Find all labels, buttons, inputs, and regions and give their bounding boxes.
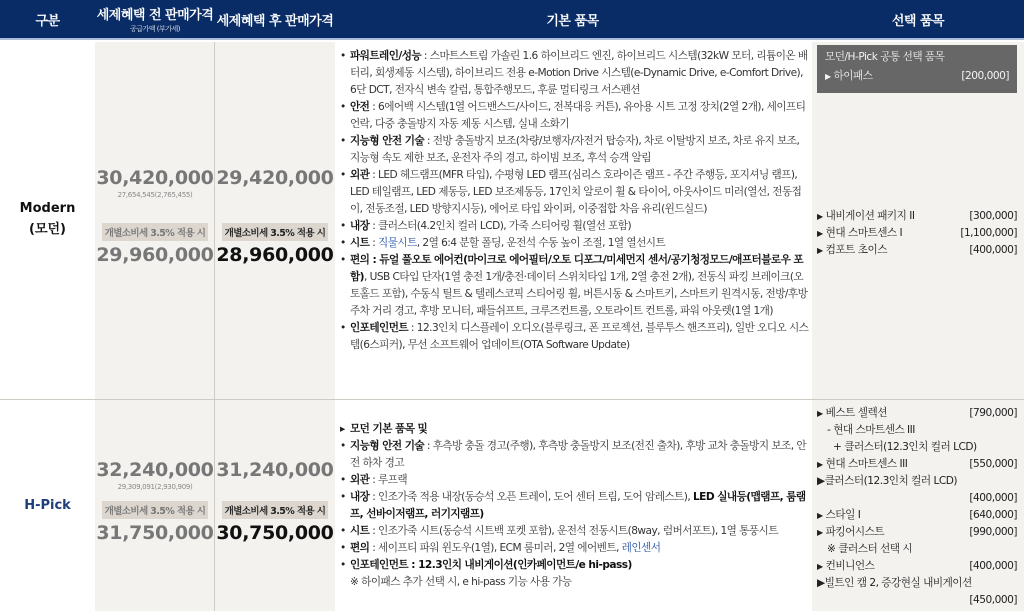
option-item bbox=[825, 67, 1009, 86]
option-price: [990,000] bbox=[969, 526, 1017, 538]
item-key: 시트 bbox=[350, 525, 370, 537]
option-name: 스타일 I bbox=[825, 509, 861, 521]
triangle-right-icon: ▶ bbox=[817, 460, 823, 469]
list-item bbox=[340, 133, 810, 167]
header-basic bbox=[335, 0, 810, 38]
model-name: H-Pick bbox=[24, 498, 71, 513]
tax-label: 개별소비세 3.5% 적용 시 bbox=[222, 223, 329, 241]
header-basic-label: 기본 품목 bbox=[546, 13, 599, 29]
option-note: ※ 클러스터 선택 시 bbox=[827, 543, 913, 555]
option-item bbox=[817, 524, 1017, 541]
header-category bbox=[0, 0, 95, 38]
model-name-kr: (모던) bbox=[29, 222, 66, 237]
list-item bbox=[340, 557, 810, 591]
header-price-after-label: 세제혜택 후 판매가격 bbox=[216, 13, 334, 29]
list-item bbox=[340, 489, 810, 523]
supply-price: 29,309,091(2,930,909) bbox=[117, 483, 193, 491]
triangle-right-icon: ▶ bbox=[817, 577, 825, 589]
list-item bbox=[340, 48, 810, 99]
header-options-label: 선택 품목 bbox=[891, 13, 945, 29]
triangle-right-icon: ▶ bbox=[817, 475, 825, 487]
row-divider bbox=[0, 399, 1024, 400]
option-name: 현대 스마트센스 III bbox=[825, 458, 908, 470]
item-key: 편의 bbox=[350, 254, 370, 266]
option-name: 하이패스 bbox=[833, 70, 873, 82]
price-after-tax-value: 28,960,000 bbox=[216, 244, 334, 266]
option-item bbox=[817, 242, 1017, 259]
item-text: : 후측방 충돌 경고(주행), 후측방 충돌방지 보조(전진 출차), 후방 교차 충돌방지 보조, 안전 하차 경고 bbox=[350, 440, 807, 469]
price-before-tax-value: 29,960,000 bbox=[96, 244, 214, 266]
item-key: 안전 bbox=[350, 101, 370, 113]
list-item bbox=[340, 99, 810, 133]
option-sub-item: + 클러스터(12.3인치 컬러 LCD) bbox=[833, 441, 977, 453]
item-key: 편의 bbox=[350, 542, 370, 554]
options-hpick bbox=[817, 405, 1017, 609]
item-text: , 2열 6:4 분할 폴딩, 운전석 수동 높이 조절, 1열 열선시트 bbox=[416, 237, 666, 249]
tax-label: 개별소비세 3.5% 적용 시 bbox=[102, 223, 209, 241]
option-item bbox=[817, 208, 1017, 225]
option-price: [1,100,000] bbox=[960, 227, 1017, 239]
header-price-after bbox=[215, 0, 335, 38]
option-price: [790,000] bbox=[969, 407, 1017, 419]
option-item bbox=[817, 456, 1017, 473]
header-category-label: 구분 bbox=[35, 13, 60, 29]
option-item bbox=[817, 405, 1017, 422]
item-key: 인포테인먼트 bbox=[350, 559, 409, 571]
item-text: : 클러스터(4.2인치 컬러 LCD), 가죽 스티어링 휠(열선 포함) bbox=[369, 220, 632, 232]
common-options-box bbox=[817, 45, 1017, 93]
option-name: 내비게이션 패키지 II bbox=[825, 210, 915, 222]
common-options-title: 모던/H-Pick 공통 선택 품목 bbox=[825, 51, 945, 63]
option-item bbox=[817, 473, 1017, 490]
price-before-modern bbox=[95, 166, 215, 267]
option-price: [450,000] bbox=[969, 594, 1017, 606]
supply-price: 27,654,545(2,765,455) bbox=[117, 191, 193, 199]
triangle-right-icon: ▶ bbox=[817, 528, 823, 537]
header-price-before-label: 세제혜택 전 판매가격 bbox=[96, 8, 214, 23]
option-price: [400,000] bbox=[969, 560, 1017, 572]
list-item bbox=[340, 252, 810, 320]
price-before-tax-value: 31,750,000 bbox=[96, 522, 214, 544]
basic-items-hpick bbox=[340, 421, 810, 591]
item-text-highlight: 직물시트 bbox=[378, 237, 417, 249]
item-text: : 루프랙 bbox=[369, 474, 408, 486]
price-before-hpick bbox=[95, 458, 215, 545]
option-name: 클러스터(12.3인치 컬러 LCD) bbox=[824, 475, 958, 487]
item-text: , USB C타입 단자(1열 충전 1개/충전·데이터 스위치타입 1개, 2열 충전 2개), 전동식 파킹 브레이크(오토홀드 포함), 수동식 틸트 & 텔레스코픽 스티어링 휠, 버튼시동 & 스마트키, 스마트키 원격시동, 전방/후방 주차 거리 경고, 후방 모니터, 패들쉬프트, 크루즈컨트롤, 오토라이트 컨트롤, 파워 아웃렛(1열 1개) bbox=[350, 271, 808, 317]
item-key: 시트 bbox=[350, 237, 370, 249]
option-name: 컨비니언스 bbox=[825, 560, 875, 572]
price-after-tax-value: 30,750,000 bbox=[216, 522, 334, 544]
list-item: • 시트 : 직물시트, 2열 6:4 분할 폴딩, 운전석 수동 높이 조절, 1열 열선시트 bbox=[340, 235, 810, 252]
header-options bbox=[812, 0, 1024, 38]
option-price: [300,000] bbox=[969, 210, 1017, 222]
item-key: 모던 기본 품목 및 bbox=[350, 423, 428, 435]
list-item bbox=[340, 167, 810, 218]
item-key: 외관 bbox=[350, 474, 370, 486]
option-price: [200,000] bbox=[961, 70, 1009, 82]
option-name: 현대 스마트센스 I bbox=[825, 227, 903, 239]
triangle-right-icon: ▶ bbox=[817, 246, 823, 255]
model-hpick bbox=[0, 495, 95, 516]
item-key: 지능형 안전 기술 bbox=[350, 135, 425, 147]
option-item bbox=[817, 507, 1017, 524]
item-key: 내장 bbox=[350, 220, 370, 232]
option-name: 빌트인 캠 2, 증강현실 내비게이션 bbox=[824, 577, 972, 589]
item-key: 내장 bbox=[350, 491, 370, 503]
price-after-value: 29,420,000 bbox=[216, 167, 334, 189]
model-name: Modern bbox=[19, 201, 76, 216]
list-item bbox=[340, 540, 810, 557]
list-item bbox=[340, 421, 810, 438]
item-text: : 전방 충돌방지 보조(차량/보행자/자전거 탑승자), 차로 이탈방지 보조, 차로 유지 보조, 지능형 속도 제한 보조, 운전자 주의 경고, 하이빔 보조, 후석 승객 알림 bbox=[350, 135, 800, 164]
option-item bbox=[817, 575, 1017, 592]
list-item bbox=[340, 320, 810, 354]
table-header bbox=[0, 0, 1024, 40]
triangle-right-icon: ▶ bbox=[817, 229, 823, 238]
model-modern bbox=[0, 198, 95, 240]
item-text-highlight: 레인센서 bbox=[621, 542, 661, 554]
price-after-hpick bbox=[215, 458, 335, 545]
option-item bbox=[817, 558, 1017, 575]
option-price: [640,000] bbox=[969, 509, 1017, 521]
item-text-bold: LED 실내등(맵램프, 룸램프, 선바이저램프, 러기지램프) bbox=[350, 491, 806, 520]
list-item bbox=[340, 218, 810, 235]
option-price: [550,000] bbox=[969, 458, 1017, 470]
option-name: 파킹어시스트 bbox=[825, 526, 885, 538]
price-after-modern bbox=[215, 166, 335, 267]
item-key: 인포테인먼트 bbox=[350, 322, 409, 334]
triangle-right-icon: ▶ bbox=[817, 409, 823, 418]
item-text-bold: : 12.3인치 내비게이션(인카페이먼트/e hi-pass) bbox=[408, 559, 632, 571]
triangle-right-icon: ▶ bbox=[817, 212, 823, 221]
item-text: : 세이프티 파워 윈도우(1열), ECM 룸미러, 2열 에어벤트, bbox=[369, 542, 622, 554]
price-before-value: 30,420,000 bbox=[96, 167, 214, 189]
item-text-bold: : 듀얼 풀오토 에어컨(마이크로 에어필터/오토 디포그/미세먼지 센서/공기청정모드/애프터블로우 포함) bbox=[350, 254, 804, 283]
triangle-right-icon: ▶ bbox=[817, 562, 823, 571]
header-price-before-sub: 공급가액 (부가세) bbox=[129, 25, 181, 33]
item-text: : 인조가죽 적용 내장(동승석 오픈 트레이, 도어 센터 트림, 도어 암레스트), bbox=[369, 491, 693, 503]
option-item bbox=[817, 225, 1017, 242]
item-key: 지능형 안전 기술 bbox=[350, 440, 425, 452]
tax-label: 개별소비세 3.5% 적용 시 bbox=[102, 501, 209, 519]
item-note: ※ 하이패스 추가 선택 시, e hi-pass 기능 사용 가능 bbox=[350, 576, 572, 588]
item-text: : 인조가죽 시트(동승석 시트백 포켓 포함), 운전석 전동시트(8way, 럼버서포트), 1열 통풍시트 bbox=[369, 525, 778, 537]
item-key: 외관 bbox=[350, 169, 370, 181]
list-item bbox=[340, 472, 810, 489]
basic-items-modern bbox=[340, 48, 810, 354]
option-name: 베스트 셀렉션 bbox=[825, 407, 887, 419]
tax-label: 개별소비세 3.5% 적용 시 bbox=[222, 501, 329, 519]
option-price: [400,000] bbox=[969, 244, 1017, 256]
option-price: [400,000] bbox=[969, 492, 1017, 504]
item-key: 파워트레인/성능 bbox=[350, 50, 422, 62]
list-item bbox=[340, 523, 810, 540]
item-text: : LED 헤드램프(MFR 타입), 수평형 LED 램프(심리스 호라이즌 램프 - 주간 주행등, 포지셔닝 램프), LED 테일램프, LED 제동등, LED 보조제동등, 17인치 알로이 휠 & 타이어, 아웃사이드 미러(열선, 전동접이, 전동조절, LED 방향지시등), 에어로 타입 와이퍼, 이중접합 차음 유리(윈드실드) bbox=[350, 169, 802, 215]
item-text: : 6에어백 시스템(1열 어드밴스드/사이드, 전복대응 커튼), 유아용 시트 고정 장치(2열 2개), 세이프티 언락, 다중 충돌방지 자동 제동 시스템, 실내 소화기 bbox=[350, 101, 806, 130]
options-modern bbox=[817, 208, 1017, 259]
price-after-value: 31,240,000 bbox=[216, 459, 334, 481]
triangle-right-icon: ▶ bbox=[817, 511, 823, 520]
list-item bbox=[340, 438, 810, 472]
triangle-right-icon: ▶ bbox=[825, 72, 831, 81]
item-text: : 12.3인치 디스플레이 오디오(블루링크, 폰 프로젝션, 블루투스 핸즈프리), 일반 오디오 시스템(6스피커), 무선 소프트웨어 업데이트(OTA Software Update) bbox=[350, 322, 809, 351]
header-price-before bbox=[95, 0, 215, 38]
price-before-value: 32,240,000 bbox=[96, 459, 214, 481]
option-sub-item: - 현대 스마트센스 III bbox=[827, 424, 915, 436]
option-name: 컴포트 초이스 bbox=[825, 244, 887, 256]
item-text: : 스마트스트림 가솔린 1.6 하이브리드 엔진, 하이브리드 시스템(32kW 모터, 리튬이온 배터리, 회생제동 시스템), 하이브리드 전용 e-Motion Drive 시스템(e-Dynamic Drive, e-Comfort Drive), 6단 DCT, 전자식 변속 칼럼, 통합주행모드, 후륜 멀티링크 서스펜션 bbox=[350, 50, 808, 96]
